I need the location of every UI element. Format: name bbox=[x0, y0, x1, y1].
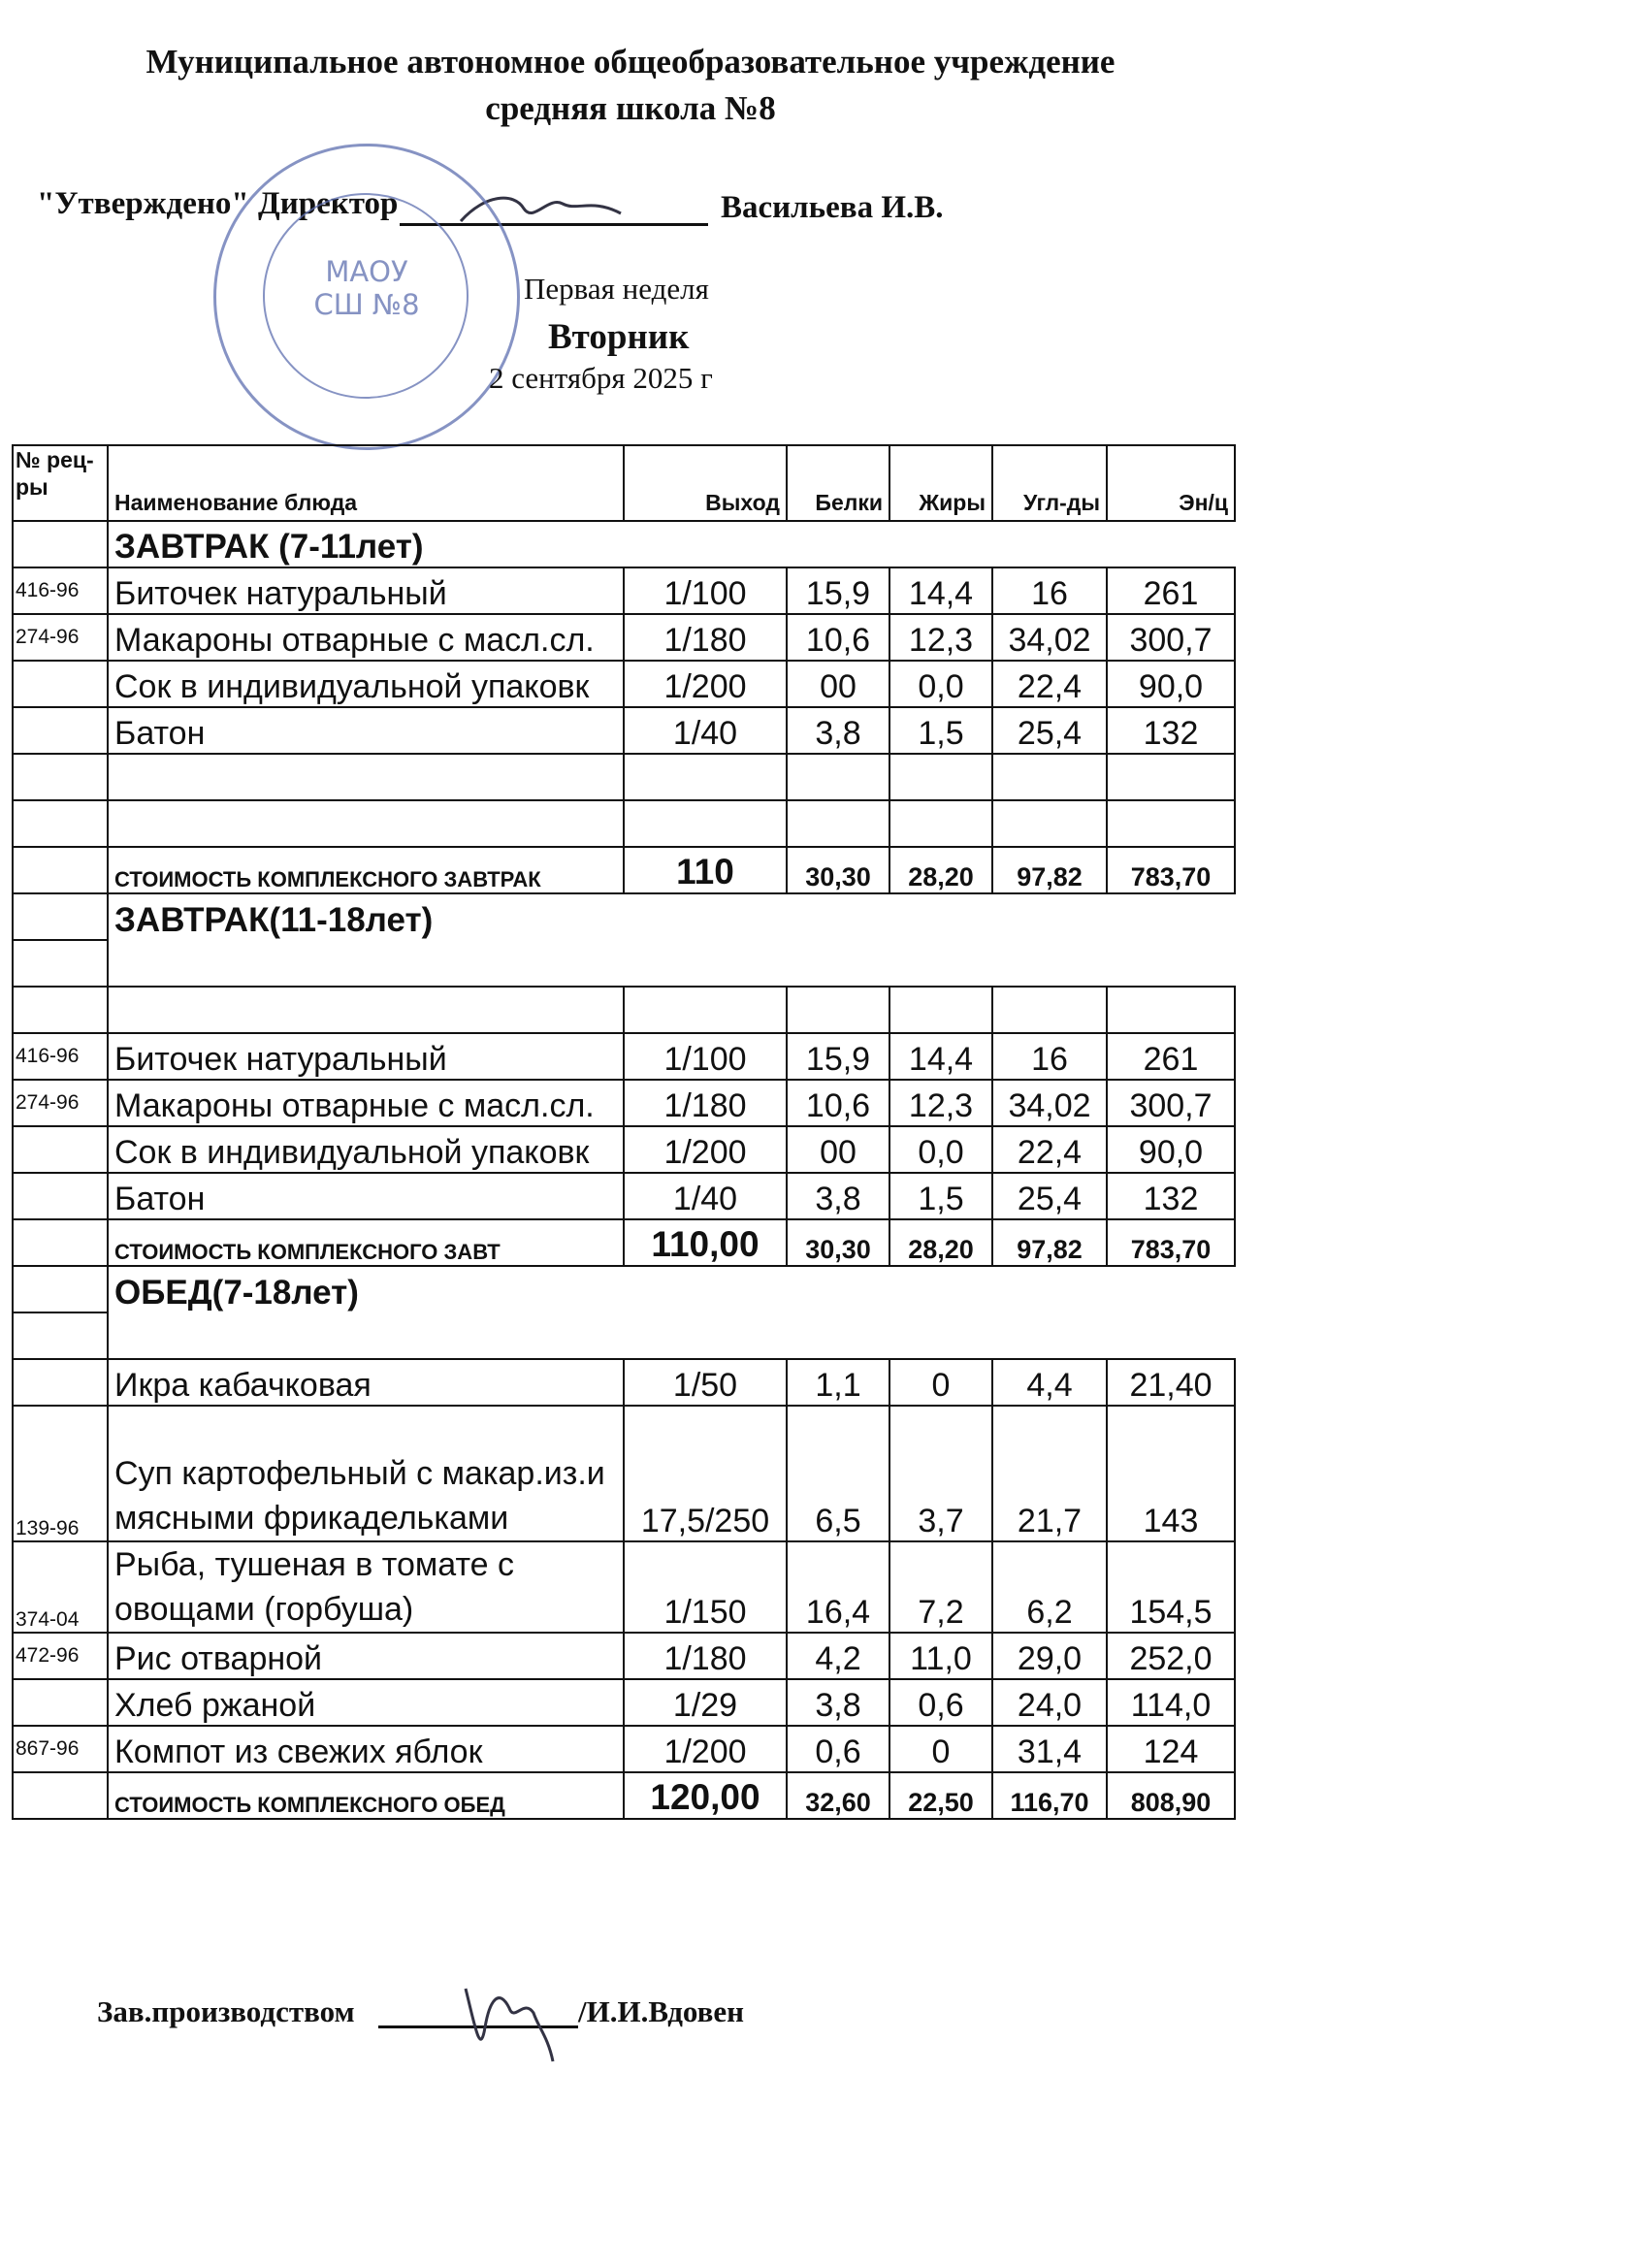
stamp-text: МАОУ СШ №8 bbox=[313, 255, 420, 321]
total-cost: 120,00 bbox=[624, 1772, 787, 1819]
section-title: ЗАВТРАК(11-18лет) bbox=[108, 893, 1235, 940]
total-fat: 22,50 bbox=[889, 1772, 992, 1819]
dish-row bbox=[13, 567, 1235, 614]
dish-fat: 0 bbox=[889, 1359, 992, 1406]
dish-yield: 1/29 bbox=[624, 1679, 787, 1726]
total-carbs: 97,82 bbox=[992, 1219, 1107, 1266]
dish-protein: 15,9 bbox=[787, 1033, 889, 1080]
empty-cell bbox=[787, 987, 889, 1033]
dish-energy: 132 bbox=[1107, 1173, 1235, 1219]
empty-cell bbox=[108, 800, 624, 847]
dish-fat: 1,5 bbox=[889, 1173, 992, 1219]
total-label: СТОИМОСТЬ КОМПЛЕКСНОГО ОБЕД bbox=[108, 1772, 624, 1819]
dish-protein: 3,8 bbox=[787, 707, 889, 754]
dish-protein: 00 bbox=[787, 1126, 889, 1173]
dish-fat: 0,0 bbox=[889, 1126, 992, 1173]
dish-fat: 7,2 bbox=[889, 1541, 992, 1633]
total-code-cell bbox=[13, 1772, 108, 1819]
dish-fat: 11,0 bbox=[889, 1633, 992, 1679]
dish-yield: 1/40 bbox=[624, 1173, 787, 1219]
col-name-header: Наименование блюда bbox=[108, 445, 624, 521]
total-label: СТОИМОСТЬ КОМПЛЕКСНОГО ЗАВТРАК bbox=[108, 847, 624, 893]
total-code-cell bbox=[13, 847, 108, 893]
col-code-header: № рец-ры bbox=[13, 445, 108, 521]
dish-row bbox=[13, 661, 1235, 707]
empty-cell bbox=[108, 987, 624, 1033]
dish-yield: 1/200 bbox=[624, 1126, 787, 1173]
dish-row bbox=[13, 1359, 1235, 1406]
col-protein-header: Белки bbox=[787, 445, 889, 521]
dish-carbs: 34,02 bbox=[992, 614, 1107, 661]
recipe-code: 274-96 bbox=[13, 1080, 108, 1126]
recipe-code: 274-96 bbox=[13, 614, 108, 661]
dish-yield: 1/40 bbox=[624, 707, 787, 754]
recipe-code bbox=[13, 1679, 108, 1726]
dish-name: Хлеб ржаной bbox=[108, 1679, 624, 1726]
dish-carbs: 24,0 bbox=[992, 1679, 1107, 1726]
empty-cell bbox=[992, 800, 1107, 847]
recipe-code bbox=[13, 661, 108, 707]
dish-carbs: 21,7 bbox=[992, 1406, 1107, 1541]
col-yield-header: Выход bbox=[624, 445, 787, 521]
dish-energy: 261 bbox=[1107, 567, 1235, 614]
dish-yield: 1/50 bbox=[624, 1359, 787, 1406]
total-label: СТОИМОСТЬ КОМПЛЕКСНОГО ЗАВТ bbox=[108, 1219, 624, 1266]
empty-cell bbox=[1107, 754, 1235, 800]
dish-row bbox=[13, 1726, 1235, 1772]
dish-energy: 124 bbox=[1107, 1726, 1235, 1772]
dish-energy: 90,0 bbox=[1107, 661, 1235, 707]
empty-cell bbox=[13, 1312, 108, 1359]
empty-cell bbox=[13, 754, 108, 800]
dish-protein: 3,8 bbox=[787, 1679, 889, 1726]
dish-yield: 1/100 bbox=[624, 1033, 787, 1080]
total-energy: 808,90 bbox=[1107, 1772, 1235, 1819]
dish-row bbox=[13, 1679, 1235, 1726]
empty-cell bbox=[787, 800, 889, 847]
recipe-code: 416-96 bbox=[13, 1033, 108, 1080]
section-code-cell bbox=[13, 1266, 108, 1312]
dish-fat: 0,0 bbox=[889, 661, 992, 707]
total-protein: 30,30 bbox=[787, 847, 889, 893]
total-fat: 28,20 bbox=[889, 847, 992, 893]
empty-cell bbox=[787, 754, 889, 800]
recipe-code bbox=[13, 1126, 108, 1173]
col-fat-header: Жиры bbox=[889, 445, 992, 521]
dish-energy: 300,7 bbox=[1107, 614, 1235, 661]
dish-protein: 16,4 bbox=[787, 1541, 889, 1633]
section-title: ЗАВТРАК (7-11лет) bbox=[108, 521, 1235, 567]
dish-row bbox=[13, 707, 1235, 754]
manager-label: Зав.производством bbox=[97, 1994, 355, 2028]
total-row bbox=[13, 1219, 1235, 1266]
dish-row bbox=[13, 614, 1235, 661]
dish-protein: 10,6 bbox=[787, 614, 889, 661]
school-stamp bbox=[213, 144, 520, 450]
empty-cell bbox=[13, 800, 108, 847]
dish-protein: 00 bbox=[787, 661, 889, 707]
menu-table bbox=[12, 444, 1236, 1820]
dish-name: Сок в индивидуальной упаковк bbox=[108, 1126, 624, 1173]
recipe-code: 139-96 bbox=[13, 1406, 108, 1541]
dish-yield: 1/150 bbox=[624, 1541, 787, 1633]
dish-row bbox=[13, 1633, 1235, 1679]
dish-name: Макароны отварные с масл.сл. bbox=[108, 614, 624, 661]
dish-yield: 1/200 bbox=[624, 661, 787, 707]
dish-name: Сок в индивидуальной упаковк bbox=[108, 661, 624, 707]
dish-energy: 261 bbox=[1107, 1033, 1235, 1080]
date-label: 2 сентября 2025 г bbox=[489, 361, 713, 395]
section-breakfast-senior bbox=[13, 893, 1235, 940]
section-code-cell bbox=[13, 893, 108, 940]
dish-carbs: 16 bbox=[992, 567, 1107, 614]
dish-carbs: 31,4 bbox=[992, 1726, 1107, 1772]
total-row bbox=[13, 1772, 1235, 1819]
recipe-code bbox=[13, 1359, 108, 1406]
dish-row bbox=[13, 1126, 1235, 1173]
empty-row bbox=[13, 1312, 1235, 1359]
dish-protein: 0,6 bbox=[787, 1726, 889, 1772]
empty-row bbox=[13, 940, 1235, 987]
dish-carbs: 16 bbox=[992, 1033, 1107, 1080]
section-title: ОБЕД(7-18лет) bbox=[108, 1266, 1235, 1312]
dish-carbs: 4,4 bbox=[992, 1359, 1107, 1406]
dish-protein: 15,9 bbox=[787, 567, 889, 614]
empty-row bbox=[13, 754, 1235, 800]
recipe-code: 472-96 bbox=[13, 1633, 108, 1679]
dish-energy: 143 bbox=[1107, 1406, 1235, 1541]
dish-carbs: 29,0 bbox=[992, 1633, 1107, 1679]
recipe-code: 867-96 bbox=[13, 1726, 108, 1772]
section-breakfast-junior bbox=[13, 521, 1235, 567]
empty-cell bbox=[1107, 800, 1235, 847]
dish-row bbox=[13, 1541, 1235, 1633]
total-energy: 783,70 bbox=[1107, 847, 1235, 893]
recipe-code bbox=[13, 1173, 108, 1219]
dish-fat: 14,4 bbox=[889, 1033, 992, 1080]
total-carbs: 116,70 bbox=[992, 1772, 1107, 1819]
total-protein: 32,60 bbox=[787, 1772, 889, 1819]
dish-protein: 3,8 bbox=[787, 1173, 889, 1219]
dish-carbs: 25,4 bbox=[992, 707, 1107, 754]
dish-fat: 1,5 bbox=[889, 707, 992, 754]
dish-name: Рыба, тушеная в томате с овощами (горбуша) bbox=[108, 1541, 624, 1633]
dish-energy: 21,40 bbox=[1107, 1359, 1235, 1406]
total-protein: 30,30 bbox=[787, 1219, 889, 1266]
col-energy-header: Эн/ц bbox=[1107, 445, 1235, 521]
director-name: Васильева И.В. bbox=[721, 190, 944, 225]
dish-name: Макароны отварные с масл.сл. bbox=[108, 1080, 624, 1126]
total-cost: 110,00 bbox=[624, 1219, 787, 1266]
total-fat: 28,20 bbox=[889, 1219, 992, 1266]
dish-yield: 1/100 bbox=[624, 567, 787, 614]
dish-row bbox=[13, 1033, 1235, 1080]
manager-name: /И.И.Вдовен bbox=[578, 1994, 745, 2028]
dish-carbs: 22,4 bbox=[992, 1126, 1107, 1173]
dish-fat: 14,4 bbox=[889, 567, 992, 614]
dish-energy: 252,0 bbox=[1107, 1633, 1235, 1679]
dish-carbs: 6,2 bbox=[992, 1541, 1107, 1633]
dish-carbs: 22,4 bbox=[992, 661, 1107, 707]
empty-cell bbox=[1107, 987, 1235, 1033]
empty-cell bbox=[624, 800, 787, 847]
day-label: Вторник bbox=[548, 317, 690, 357]
empty-cell bbox=[13, 987, 108, 1033]
empty-cell bbox=[13, 940, 108, 987]
total-code-cell bbox=[13, 1219, 108, 1266]
recipe-code: 416-96 bbox=[13, 567, 108, 614]
approved-label: "Утверждено" bbox=[37, 186, 249, 221]
dish-yield: 1/180 bbox=[624, 1080, 787, 1126]
manager-signature bbox=[456, 1969, 563, 2066]
total-carbs: 97,82 bbox=[992, 847, 1107, 893]
dish-name: Батон bbox=[108, 707, 624, 754]
dish-name: Биточек натуральный bbox=[108, 567, 624, 614]
section-lunch bbox=[13, 1266, 1235, 1312]
empty-cell bbox=[108, 754, 624, 800]
org-name-line2: средняя школа №8 bbox=[485, 89, 776, 127]
dish-name: Компот из свежих яблок bbox=[108, 1726, 624, 1772]
director-label: Директор bbox=[258, 186, 399, 221]
table-header-row bbox=[13, 445, 1235, 521]
empty-cell bbox=[992, 987, 1107, 1033]
empty-cell bbox=[624, 987, 787, 1033]
dish-carbs: 25,4 bbox=[992, 1173, 1107, 1219]
empty-row bbox=[13, 800, 1235, 847]
empty-cell bbox=[992, 754, 1107, 800]
total-energy: 783,70 bbox=[1107, 1219, 1235, 1266]
dish-energy: 300,7 bbox=[1107, 1080, 1235, 1126]
org-name-line1: Муниципальное автономное общеобразовательное учреждение bbox=[146, 43, 1116, 81]
dish-name: Суп картофельный с макар.из.и мясными фрикадельками bbox=[108, 1406, 624, 1541]
empty-cell bbox=[108, 1312, 1235, 1359]
dish-name: Биточек натуральный bbox=[108, 1033, 624, 1080]
recipe-code: 374-04 bbox=[13, 1541, 108, 1633]
total-row bbox=[13, 847, 1235, 893]
dish-yield: 1/180 bbox=[624, 614, 787, 661]
dish-name: Батон bbox=[108, 1173, 624, 1219]
empty-cell bbox=[108, 940, 1235, 987]
dish-energy: 132 bbox=[1107, 707, 1235, 754]
dish-fat: 12,3 bbox=[889, 1080, 992, 1126]
dish-fat: 3,7 bbox=[889, 1406, 992, 1541]
week-label: Первая неделя bbox=[524, 272, 709, 306]
dish-energy: 114,0 bbox=[1107, 1679, 1235, 1726]
dish-fat: 0,6 bbox=[889, 1679, 992, 1726]
empty-cell bbox=[889, 800, 992, 847]
dish-name: Икра кабачковая bbox=[108, 1359, 624, 1406]
dish-row bbox=[13, 1080, 1235, 1126]
dish-row bbox=[13, 1406, 1235, 1541]
dish-fat: 0 bbox=[889, 1726, 992, 1772]
dish-protein: 10,6 bbox=[787, 1080, 889, 1126]
dish-protein: 1,1 bbox=[787, 1359, 889, 1406]
dish-name: Рис отварной bbox=[108, 1633, 624, 1679]
col-carbs-header: Угл-ды bbox=[992, 445, 1107, 521]
dish-row bbox=[13, 1173, 1235, 1219]
dish-energy: 90,0 bbox=[1107, 1126, 1235, 1173]
dish-yield: 1/180 bbox=[624, 1633, 787, 1679]
empty-cell bbox=[889, 754, 992, 800]
dish-fat: 12,3 bbox=[889, 614, 992, 661]
dish-yield: 1/200 bbox=[624, 1726, 787, 1772]
recipe-code bbox=[13, 707, 108, 754]
dish-protein: 6,5 bbox=[787, 1406, 889, 1541]
dish-protein: 4,2 bbox=[787, 1633, 889, 1679]
dish-carbs: 34,02 bbox=[992, 1080, 1107, 1126]
empty-cell bbox=[889, 987, 992, 1033]
total-cost: 110 bbox=[624, 847, 787, 893]
empty-cell bbox=[624, 754, 787, 800]
empty-row bbox=[13, 987, 1235, 1033]
section-code-cell bbox=[13, 521, 108, 567]
dish-energy: 154,5 bbox=[1107, 1541, 1235, 1633]
dish-yield: 17,5/250 bbox=[624, 1406, 787, 1541]
